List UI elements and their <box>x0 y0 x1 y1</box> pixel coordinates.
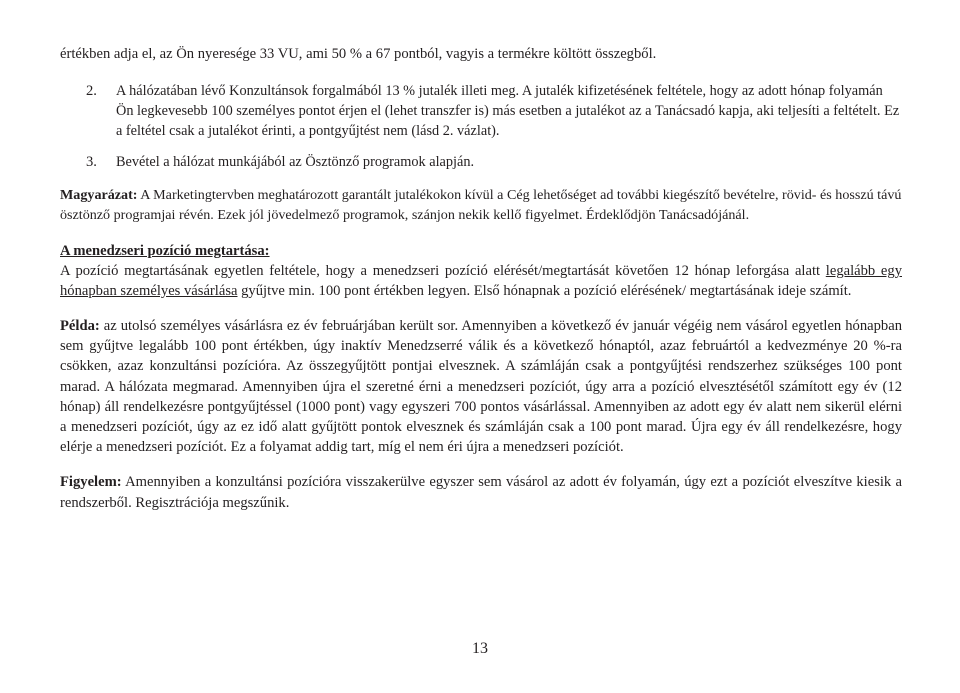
list-item <box>60 81 902 141</box>
section-text-after: gyűjtve min. 100 pont értékben legyen. Első hónapnak a pozíció elérésének/ megtartásának ideje számít. <box>237 283 852 299</box>
explanation-paragraph <box>60 185 902 225</box>
list-item-number: 3. <box>86 154 97 170</box>
example-label: Példa: <box>60 318 100 334</box>
intro-paragraph: értékben adja el, az Ön nyeresége 33 VU, ami 50 % a 67 pontból, vagyis a termékre költött összegből. <box>60 46 657 62</box>
list-item-text: Bevétel a hálózat munkájából az Ösztönző programok alapján. <box>116 154 475 170</box>
example-paragraph <box>60 316 902 457</box>
numbered-list <box>60 81 902 172</box>
list-item-text: A hálózatában lévő Konzultánsok forgalmából 13 % jutalék illeti meg. A jutalék kifizetésének feltétele, hogy az adott hónap folyamán Ön legkevesebb 100 személyes pontot érjen el (lehet transzfer is) más esetben a jutalékot az a Tanácsadó kapja, aki teljesíti a feltételt. Ez a feltétel csak a jutalékot érinti, a pontgyűjtést nem (lásd 2. vázlat). <box>116 83 900 139</box>
attention-label: Figyelem: <box>60 474 122 491</box>
list-item <box>60 152 902 172</box>
page-number: 13 <box>472 640 488 657</box>
section-text-before: A pozíció megtartásának egyetlen feltétele, hogy a menedzseri pozíció elérését/megtartását követően 12 hónap leforgása alatt <box>60 263 826 279</box>
section-underlined-text: legalább egy hónapban személyes vásárlása <box>60 263 902 299</box>
explanation-label: Magyarázat: <box>60 187 138 203</box>
list-item-number: 2. <box>86 83 97 99</box>
attention-paragraph <box>60 472 902 512</box>
example-text: az utolsó személyes vásárlásra ez év februárjában került sor. Amennyiben a következő év január végéig nem vásárol egyetlen hónapban sem gyűjtve legalább 100 pont értékben, úgy inaktív Menedzserré válik és a következő hónaptól, azaz februártól a kedvezménye 20 %-ra csökken, azaz konzultánsi pozícióra. Az összegyűjtött pontjai elvesznek. A számláján csak a pontgyűjtési rendszerhez szükséges 100 pont marad. A hálózata megmarad. Amennyiben újra el szeretné érni a menedzseri pozíciót, úgy arra a pozíció elvesztésétől számított egy év (12 hónap) áll rendelkezésre pontgyűjtéssel (1000 pont) vagy egyszeri 700 pontos vásárlással. Amennyiben az adott egy év alatt nem sikerül elérni a menedzseri pozíciót, úgy az ez idő alatt gyűjtött pontok elvesznek és számláján csak a 100 pont marad. Újra egy év áll rendelkezésre, hogy elérje a menedzseri pozíciót. Ez a folyamat addig tart, míg el nem éri újra a menedzseri pozíciót. <box>60 318 902 456</box>
section-heading: A menedzseri pozíció megtartása: <box>60 243 270 259</box>
attention-text: Amennyiben a konzultánsi pozícióra visszakerülve egyszer sem vásárol az adott év folyamán, úgy ezt a pozíciót elveszítve kiesik a rendszerből. Regisztrációja megszűnik. <box>60 474 902 511</box>
explanation-text: A Marketingtervben meghatározott garantált jutalékokon kívül a Cég lehetőséget ad további kiegészítő bevételre, rövid- és hosszú távú ösztönző programjai révén. Ezek jól jövedelmező programok, szánjon nekik kellő figyelmet. Érdeklődjön Tanácsadójánál. <box>60 187 902 223</box>
document-body <box>60 44 902 513</box>
management-position-section <box>60 241 902 301</box>
